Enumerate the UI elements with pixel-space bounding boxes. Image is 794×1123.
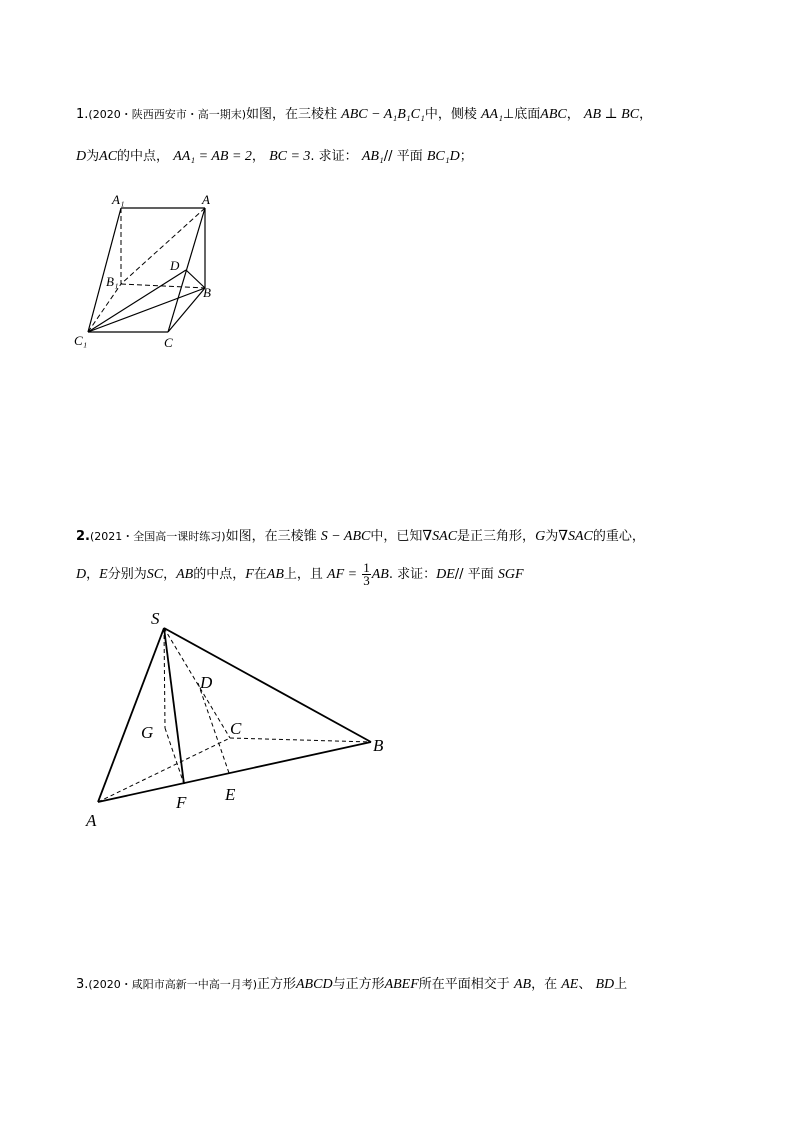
edge-s-a — [98, 628, 164, 802]
math-seg: SC — [146, 567, 164, 582]
label-c: C — [164, 335, 173, 350]
math-pyramid: S − ABC — [320, 529, 371, 544]
math-eq: AF = — [327, 567, 358, 582]
problem-text: . 求证： — [310, 149, 358, 164]
math-eq: AA₁ = AB = 2 — [173, 149, 252, 164]
problem-text: ， — [86, 567, 100, 582]
label-c: C — [230, 719, 242, 738]
fraction-denominator: 3 — [363, 573, 370, 588]
math-seg: AB — [266, 567, 284, 582]
problem-text: 为 — [545, 529, 559, 544]
label-a: A — [86, 811, 97, 830]
problem-text: . 求证： — [388, 567, 437, 582]
math-point: G — [535, 529, 546, 544]
math-point: D — [76, 567, 87, 582]
problem-number: 3. — [76, 977, 89, 992]
fraction-numerator: 1 — [363, 560, 370, 575]
problem-text: // 平面 — [454, 567, 494, 582]
math-point: D — [76, 149, 87, 164]
math-seg: AB — [176, 567, 194, 582]
math-seg: AB — [513, 977, 532, 992]
problem-text: ； — [459, 149, 473, 164]
problem-text: 为 — [86, 149, 100, 164]
problem-text: 的中点， — [193, 567, 246, 582]
math-plane: BC₁D — [426, 149, 460, 164]
problem-text: 的中点， — [117, 149, 170, 164]
edge-s-b — [164, 628, 371, 742]
math-seg: AC — [99, 149, 118, 164]
problem-text: 如图，在三棱锥 — [225, 529, 317, 544]
edge-d-e-hidden — [198, 683, 229, 773]
problem-text: ⊥底面 — [502, 107, 541, 122]
problem-text: // 平面 — [383, 149, 423, 164]
math-seg: BD — [595, 977, 615, 992]
label-d: D — [200, 673, 213, 692]
math-seg: AB₁ — [361, 149, 384, 164]
math-square: ABCD — [296, 977, 333, 992]
problem-source: (2020・陕西西安市・高一期末) — [88, 108, 246, 121]
problem-text: ， — [163, 567, 177, 582]
math-plane: SGF — [497, 567, 524, 582]
edge-s-f — [164, 628, 184, 784]
math-base: ABC — [540, 107, 567, 122]
math-eq: BC = 3 — [269, 149, 311, 164]
math-prism: ABC − A₁B₁C₁ — [341, 107, 425, 122]
problem-text: 中，已知 — [370, 529, 423, 544]
math-edge: AA₁ — [480, 107, 503, 122]
label-f: F — [176, 793, 187, 812]
problem-number: 2. — [76, 529, 90, 544]
label-d: D — [170, 258, 180, 273]
problem-text: ， — [566, 107, 580, 122]
problem-number: 1. — [76, 107, 89, 122]
problem-source: (2021・全国高一课时练习) — [89, 530, 226, 543]
label-g: G — [141, 723, 154, 742]
problem-text: 是正三角形， — [457, 529, 536, 544]
problem-3-line-1 — [76, 976, 627, 994]
problem-text: ， — [251, 149, 265, 164]
label-a1: A₁ — [112, 192, 125, 207]
problem-text: 的重心， — [592, 529, 645, 544]
label-c1: C₁ — [74, 333, 88, 348]
label-a: A — [202, 192, 210, 207]
edge-s-c-hidden — [164, 628, 230, 738]
problem-text: 在 — [253, 567, 267, 582]
problem-text: 所在平面相交于 — [418, 977, 510, 992]
label-s: S — [151, 609, 160, 628]
label-b: B — [373, 736, 384, 755]
problem-text: ，在 — [531, 977, 558, 992]
math-seg: AB — [371, 567, 389, 582]
problem-text: 上，且 — [283, 567, 323, 582]
problem-text: 中，侧棱 — [424, 107, 477, 122]
problem-text: 上 — [614, 977, 628, 992]
problem-text: 如图，在三棱柱 — [245, 107, 337, 122]
math-tri: ∇SAC — [558, 529, 593, 544]
math-perp: AB ⊥ BC — [583, 107, 640, 122]
math-point: E — [99, 567, 108, 582]
math-seg: AE — [561, 977, 579, 992]
math-square: ABEF — [384, 977, 419, 992]
problem-text: ， — [639, 107, 653, 122]
math-point: F — [245, 567, 254, 582]
label-b: B — [203, 285, 211, 300]
problem-source: (2020・咸阳市高新一中高一月考) — [88, 978, 257, 991]
math-seg: DE — [436, 567, 455, 582]
problem-text: 正方形 — [256, 977, 296, 992]
edge-c-b-hidden — [230, 738, 371, 742]
label-b1: B₁ — [106, 274, 119, 289]
problem-text: 分别为 — [107, 567, 147, 582]
edge-s-g-hidden — [164, 628, 165, 728]
label-e: E — [225, 785, 236, 804]
math-tri: ∇SAC — [422, 529, 458, 544]
problem-text: 与正方形 — [332, 977, 385, 992]
problem-text: 、 — [578, 977, 592, 992]
